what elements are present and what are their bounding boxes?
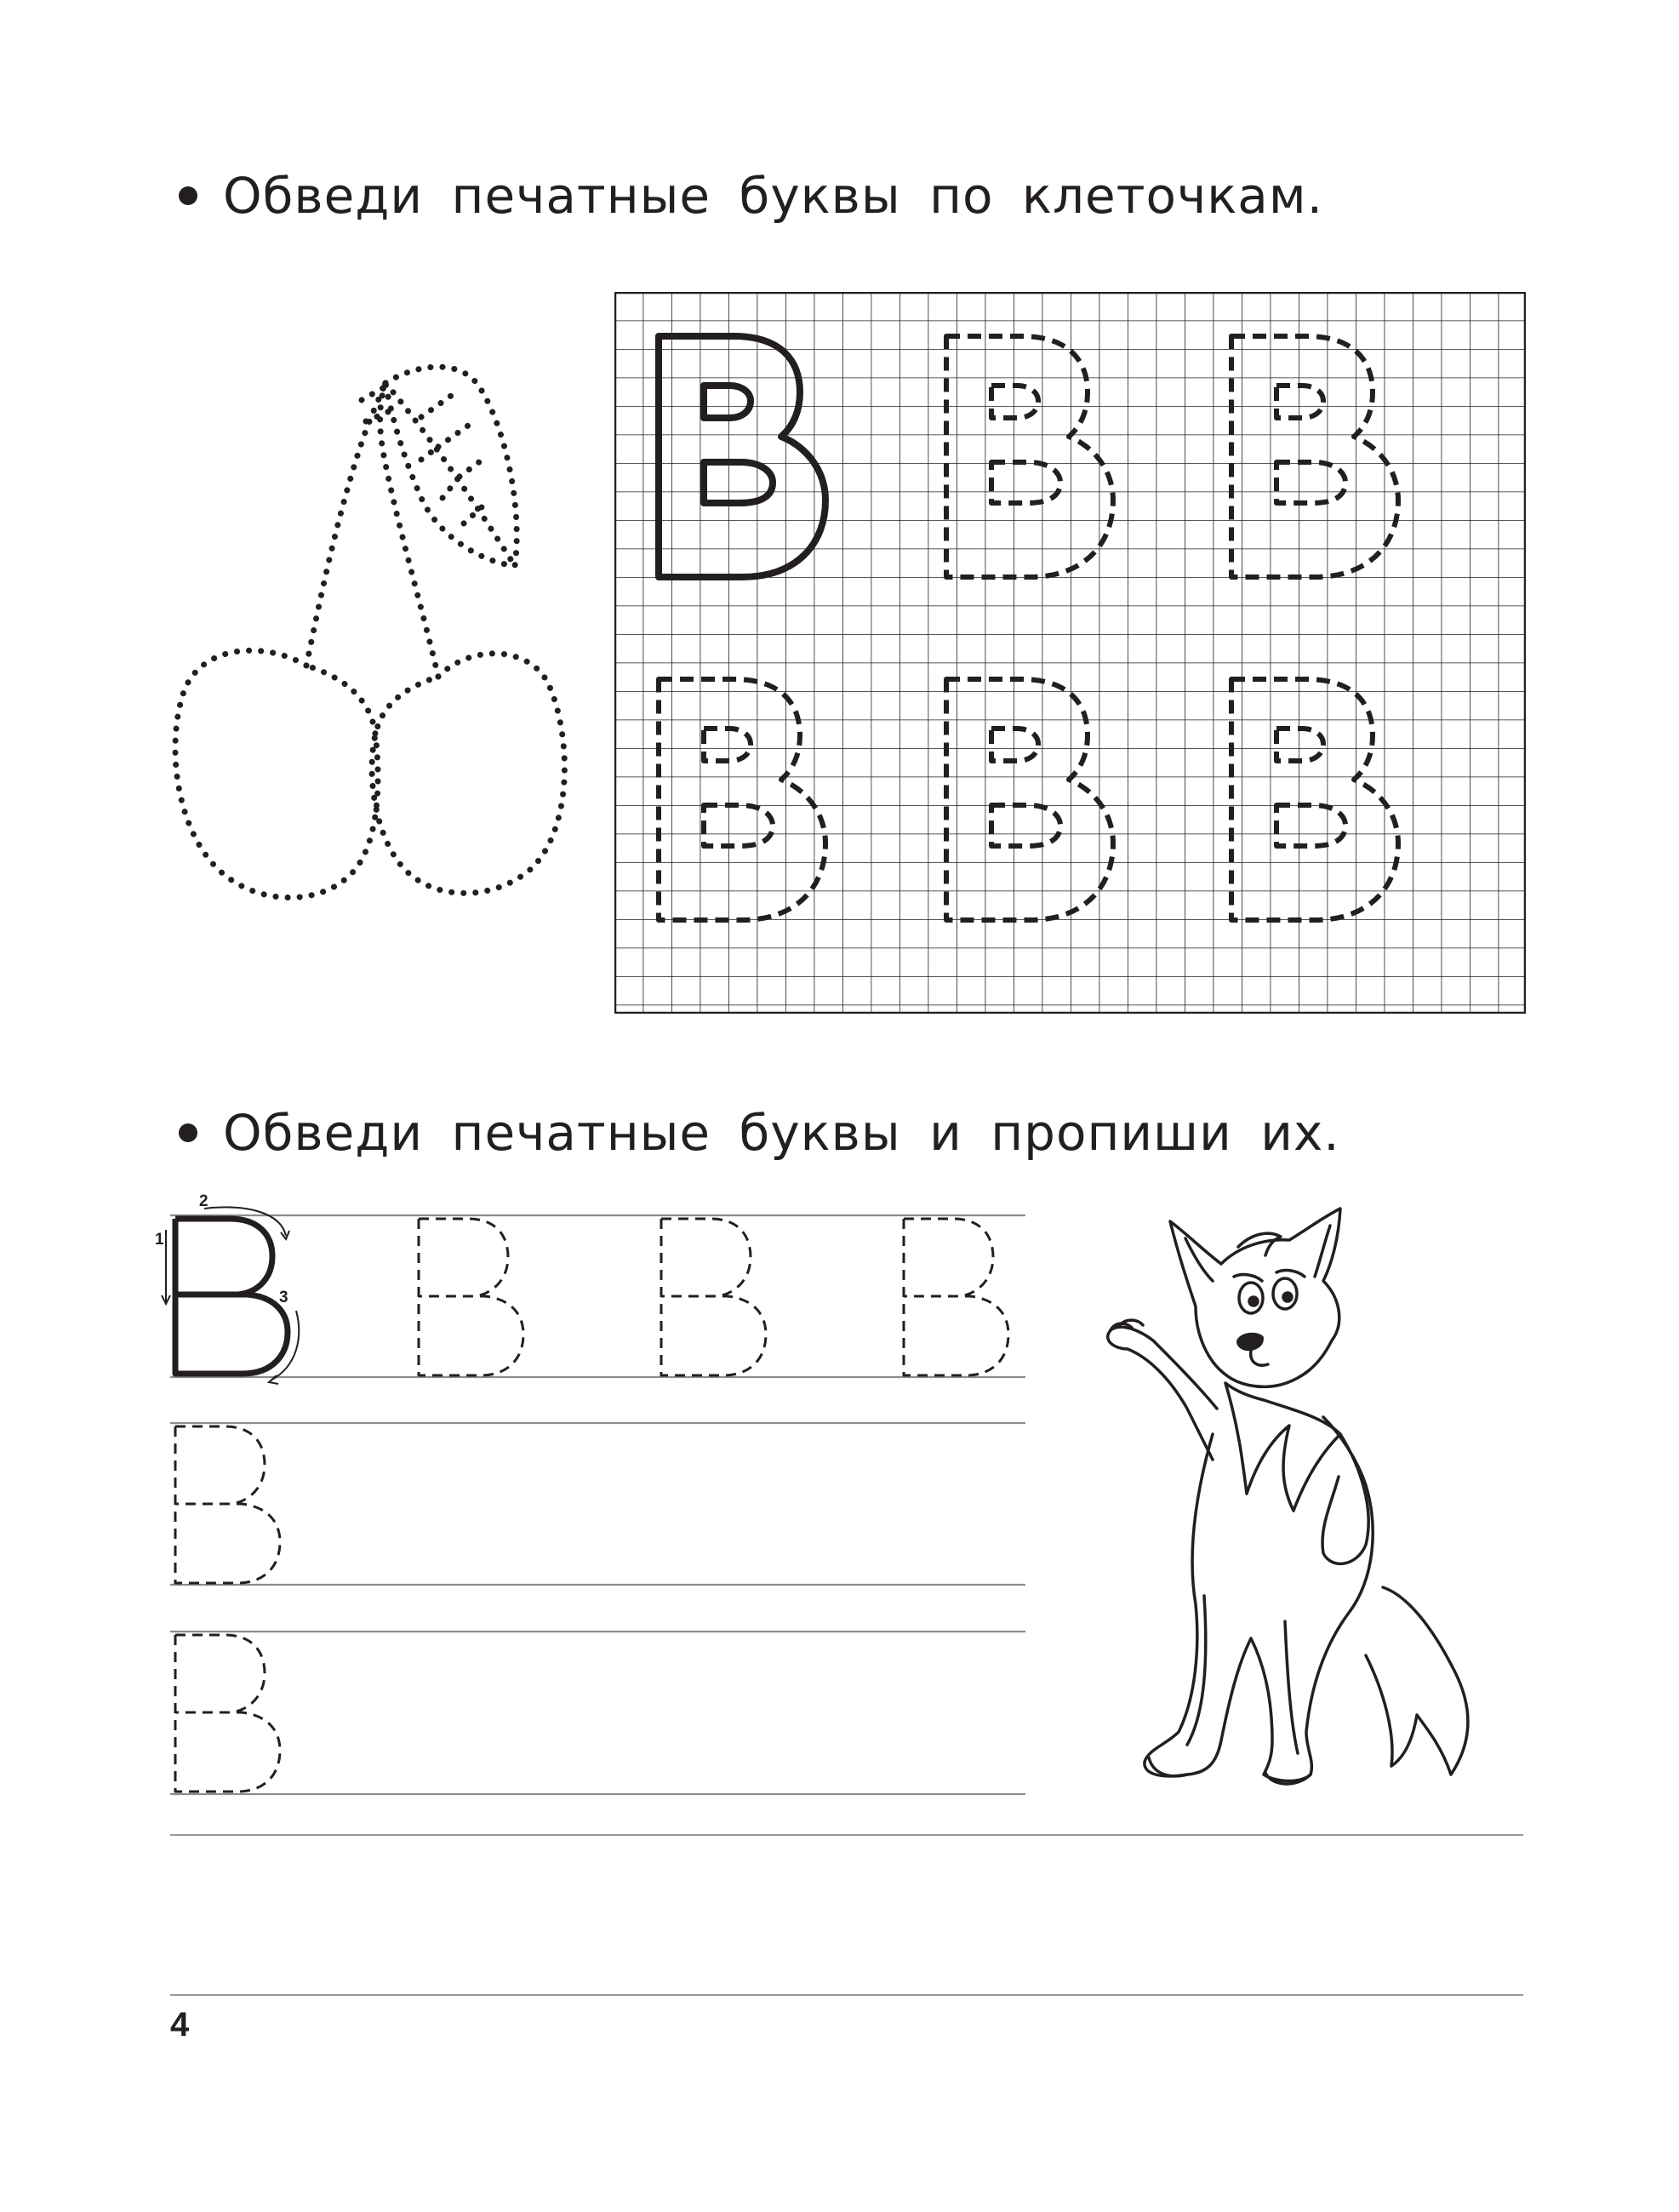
cherry-stem-right bbox=[380, 383, 438, 677]
bullet-icon bbox=[179, 186, 197, 205]
wolf-tail bbox=[1366, 1587, 1468, 1775]
writing-line-top bbox=[170, 1834, 1523, 1836]
practice-letter-4 bbox=[175, 1426, 280, 1583]
wolf-coloring-illustration bbox=[1068, 1187, 1511, 1800]
wolf-chest-fur bbox=[1225, 1383, 1340, 1511]
instruction-text: Обведи печатные буквы по клеточкам. bbox=[223, 167, 1324, 225]
practice-letter-1 bbox=[419, 1219, 523, 1375]
tracing-grid bbox=[614, 292, 1526, 1014]
wolf-arm-right bbox=[1322, 1434, 1368, 1563]
stroke-order-model-letter bbox=[155, 1192, 299, 1384]
wolf-arm-raised bbox=[1108, 1327, 1217, 1460]
writing-practice-area bbox=[145, 1183, 1030, 1804]
instruction-trace-on-grid bbox=[179, 167, 1323, 225]
stroke-order-1-label: 1 bbox=[155, 1231, 164, 1249]
practice-letter-2 bbox=[661, 1219, 766, 1375]
left-cherry-outline bbox=[175, 650, 378, 897]
ruled-lines bbox=[170, 1215, 1025, 1794]
cherry-dotted-illustration bbox=[166, 349, 591, 911]
cherry-stem-left bbox=[306, 383, 385, 666]
writing-line-bottom bbox=[170, 1994, 1523, 1996]
instruction-trace-and-write bbox=[179, 1104, 1340, 1162]
practice-letter-5 bbox=[175, 1635, 280, 1792]
wolf-body bbox=[1145, 1417, 1373, 1781]
stroke-order-2-label: 2 bbox=[199, 1192, 208, 1210]
instruction-text: Обведи печатные буквы и пропиши их. bbox=[223, 1104, 1340, 1162]
right-cherry-outline bbox=[372, 654, 564, 894]
page-number: 4 bbox=[170, 2006, 190, 2043]
stroke-order-3-label: 3 bbox=[279, 1289, 288, 1306]
bullet-icon bbox=[179, 1123, 197, 1142]
practice-letter-3 bbox=[904, 1219, 1008, 1375]
wolf-nose bbox=[1238, 1335, 1262, 1350]
